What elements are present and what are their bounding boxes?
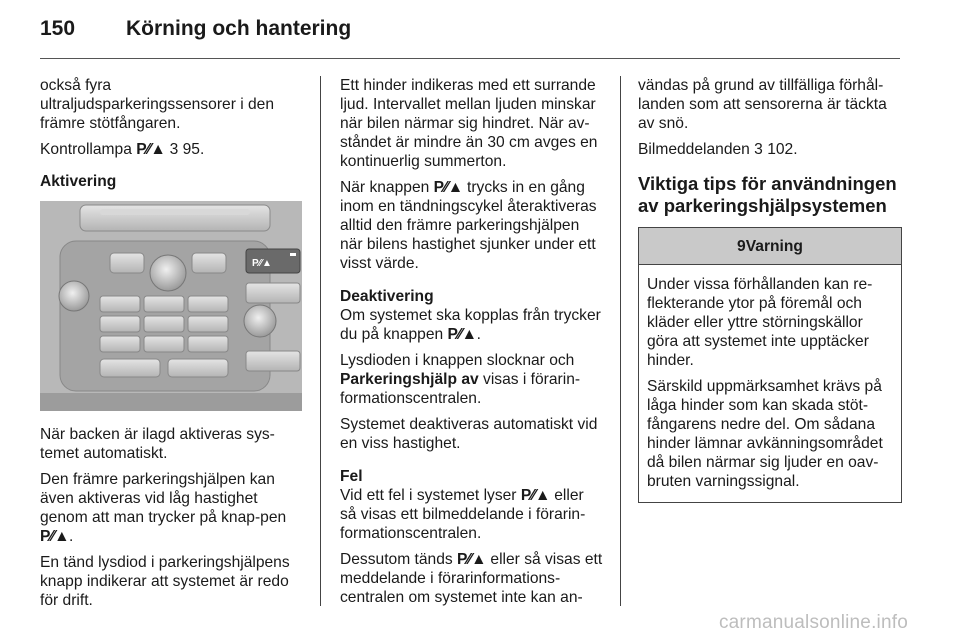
text: Vid ett fel i systemet lyser xyxy=(340,487,521,504)
text: Kontrollampa xyxy=(40,141,137,158)
paragraph: också fyra ultraljudsparkeringssensorer i den främre stötfångaren. xyxy=(40,77,275,132)
column-divider xyxy=(320,76,321,606)
section-heading-large: Viktiga tips för användningen av parkeringshjälpsystemen xyxy=(638,173,897,216)
section-heading: Aktivering xyxy=(40,173,117,190)
paragraph xyxy=(340,178,604,273)
text: Om systemet ska kopplas från trycker du på knappen xyxy=(340,307,601,343)
paragraph xyxy=(40,470,302,546)
page-ref-icon: 3 xyxy=(169,141,179,158)
column-2 xyxy=(340,76,604,614)
chapter-title: Körning och hantering xyxy=(126,17,352,40)
text: . xyxy=(69,528,74,545)
section-heading: Fel xyxy=(340,468,363,485)
parking-assist-icon: P⁄⁄▲ xyxy=(520,487,550,504)
paragraph: vändas på grund av tillfälliga förhål-landen som att sensorerna är täckta av snö. xyxy=(638,77,887,132)
warning-title: Varning xyxy=(745,237,803,255)
column-3 xyxy=(638,76,902,503)
text: När knappen xyxy=(340,179,434,196)
status-message: Parkeringshjälp av xyxy=(340,371,479,388)
paragraph xyxy=(340,306,604,344)
column-divider xyxy=(620,76,621,606)
page-header xyxy=(40,14,900,59)
warning-header xyxy=(639,228,901,265)
parking-assist-icon: P⁄⁄▲ xyxy=(40,528,70,545)
console-photo xyxy=(40,201,302,411)
paragraph: Systemet deaktiveras automatiskt vid en viss hastighet. xyxy=(340,416,598,452)
paragraph xyxy=(340,486,604,543)
text: Bilmeddelanden xyxy=(638,141,755,158)
text: Den främre parkeringshjälpen kan även aktiveras vid låg hastighet genom att man trycker på knap-pen xyxy=(40,471,287,526)
paragraph xyxy=(340,351,604,408)
paragraph: Ett hinder indikeras med ett surrande ljud. Intervallet mellan ljuden minskar när bilen närmar sig hindret. När av-ståndet är mindre än 30 cm avges en kontinuerlig summerton. xyxy=(340,77,598,170)
text: . xyxy=(476,326,481,343)
text: 95. xyxy=(178,141,205,158)
parking-assist-icon: P⁄⁄▲ xyxy=(447,326,477,343)
text: visas i förarin-formationscentralen. xyxy=(340,371,581,407)
paragraph xyxy=(40,140,302,159)
text: trycks in en gång inom en tändningscykel återaktiveras alltid den främre parkeringshjälpen när bilens hastighet sjunker under ett visst värde. xyxy=(340,179,597,272)
text: eller så visas ett meddelande i förarinformations-centralen om systemet inte kan an- xyxy=(340,551,603,606)
paragraph: En tänd lysdiod i parkeringshjälpens knapp indikerar att systemet är redo för drift. xyxy=(40,554,290,609)
parking-assist-icon: P⁄⁄▲ xyxy=(457,551,487,568)
watermark: carmanualsonline.info xyxy=(718,612,908,633)
paragraph: Särskild uppmärksamhet krävs på låga hinder som kan skada stöt-fångarens nedre del. Om sådana hinder lämnar avkänningsområdet då bilen närmar sig ljuder en oav-bruten varningssignal. xyxy=(647,378,883,490)
paragraph: När backen är ilagd aktiveras sys-temet automatiskt. xyxy=(40,426,275,462)
warning-box xyxy=(638,227,902,503)
section-heading: Deaktivering xyxy=(340,288,434,305)
page-number: 150 xyxy=(40,17,76,40)
parking-assist-icon: P⁄⁄▲ xyxy=(433,179,463,196)
warning-body xyxy=(639,265,901,502)
paragraph xyxy=(340,550,604,607)
text: Lysdioden i knappen slocknar och xyxy=(340,352,575,369)
page-ref-icon: 3 xyxy=(754,141,763,158)
photo-button-label: P⁄⁄▲ xyxy=(252,258,272,269)
text: Dessutom tänds xyxy=(340,551,458,568)
column-1 xyxy=(40,76,302,617)
parking-assist-icon: P⁄⁄▲ xyxy=(136,141,166,158)
paragraph: Under vissa förhållanden kan re-flekterande ytor på föremål och kläder eller yttre störningskällor göra att systemet inte upptäcker hinder. xyxy=(647,276,873,369)
warning-icon: 9 xyxy=(737,237,746,255)
center-console-illustration xyxy=(40,201,302,411)
text: eller så visas ett bilmeddelande i förarin-formationscentralen. xyxy=(340,487,586,542)
paragraph xyxy=(638,140,902,159)
text: 102. xyxy=(762,141,798,158)
